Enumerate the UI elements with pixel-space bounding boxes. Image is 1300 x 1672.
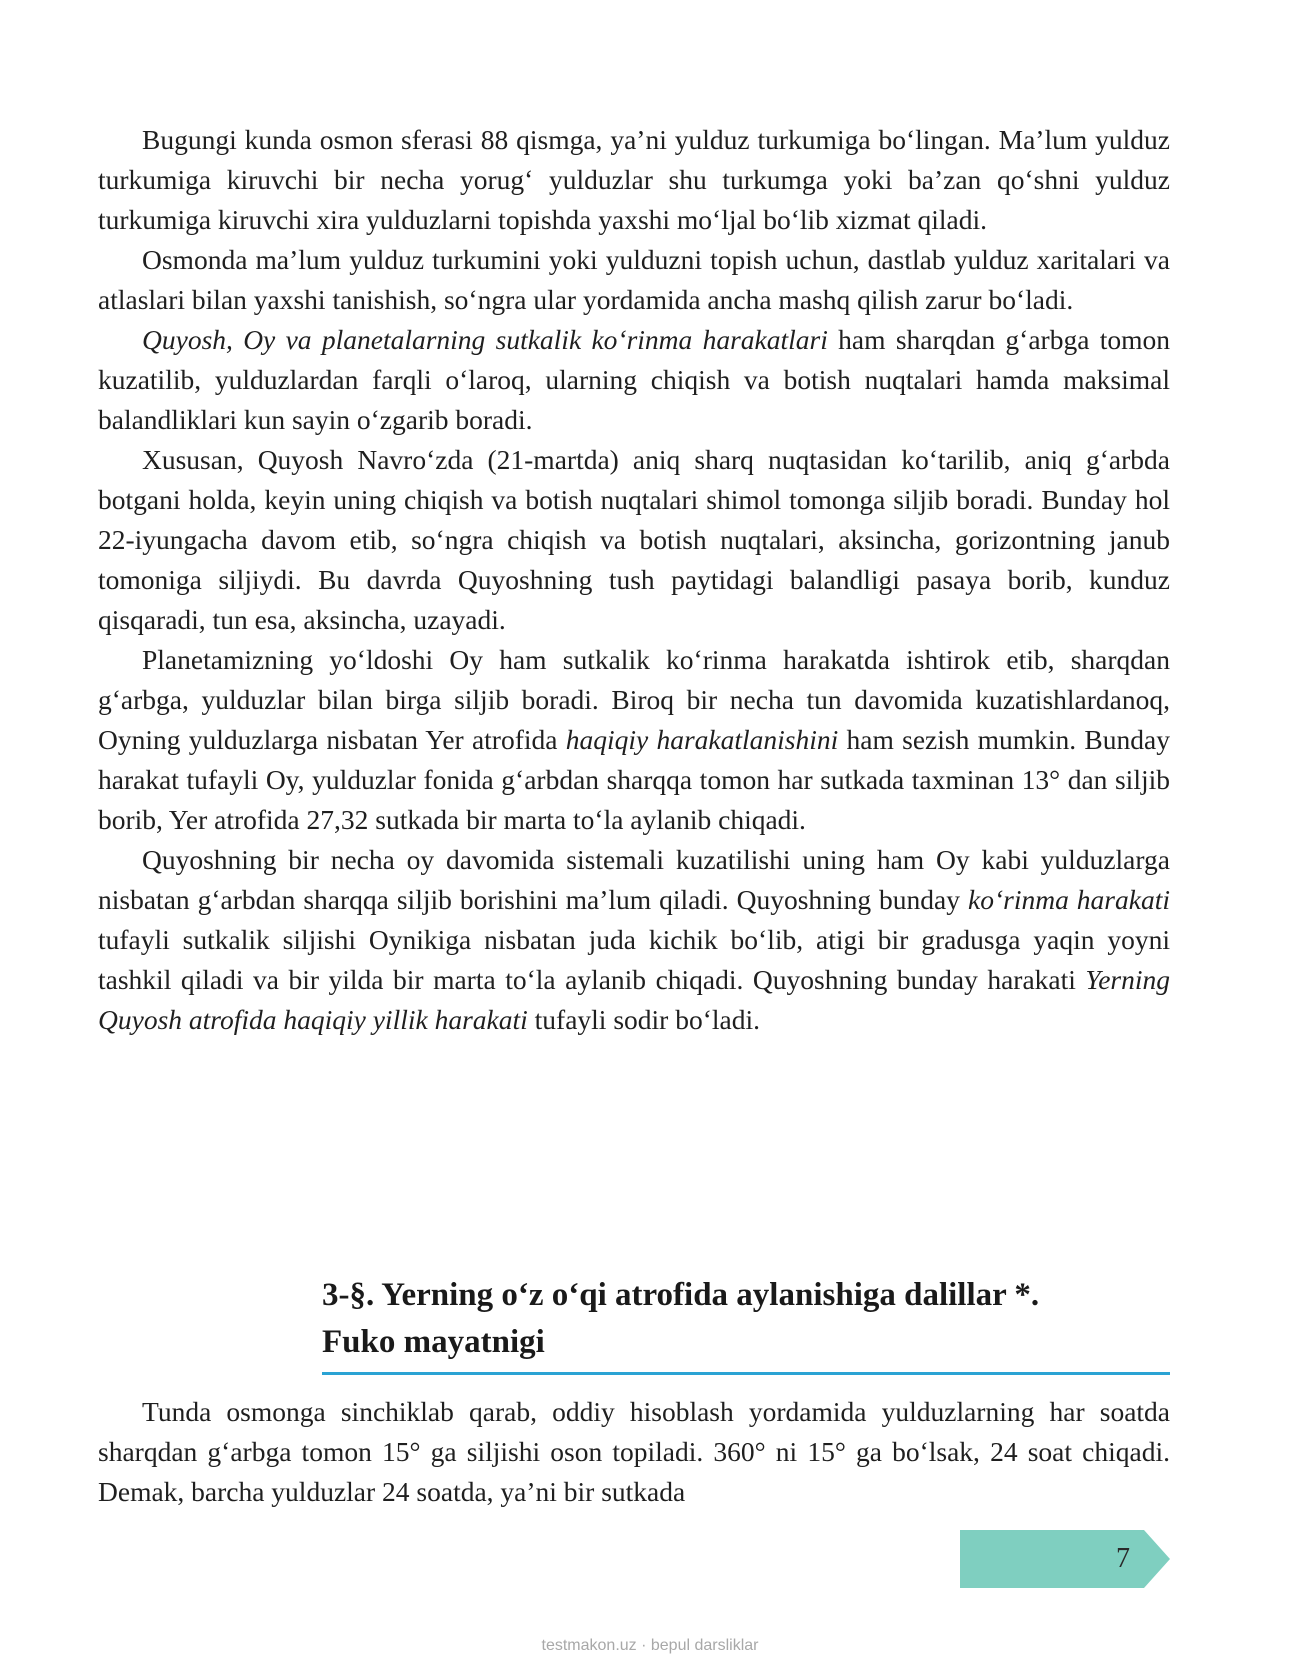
page-tab-shape: [960, 1530, 1170, 1588]
text-run: ham sezish mumkin. Bunday harakat tufayli Oy, yulduzlar fonida g‘arbdan sharqqa tomon har sutkada taxminan 13° dan siljib borib, Yer atrofida 27,32 sutkada bir marta to‘la aylanib chiqadi.: [98, 724, 1170, 835]
paragraph: [98, 840, 1170, 1040]
italic-text: ko‘rinma harakati: [968, 884, 1170, 915]
text-run: Planetamizning yo‘ldoshi Oy ham sutkalik ko‘rinma harakatda ishtirok etib, sharqdan g‘arbga, yulduzlar bilan birga siljib boradi. Biroq bir necha tun davomida kuzatishlardanoq, Oyning yulduzlarga nisbatan Yer atrofida: [98, 644, 1170, 755]
text-run: Quyoshning bir necha oy davomida sistemali kuzatilishi uning ham Oy kabi yulduzlarga nisbatan g‘arbdan sharqqa siljib borishini ma’lum qiladi. Quyoshning bunday: [98, 844, 1170, 915]
section-title: [322, 1272, 1170, 1366]
footer-watermark: testmakon.uz · bepul darsliklar: [541, 1637, 759, 1654]
italic-text: Yerning Quyosh atrofida haqiqiy yillik harakati: [98, 964, 1170, 1035]
paragraph: [98, 640, 1170, 840]
text-run: Osmonda ma’lum yulduz turkumini yoki yulduzni topish uchun, dastlab yulduz xaritalari va atlaslari bilan yaxshi tanishish, so‘ngra ular yordamida ancha mashq qilish zarur bo‘ladi.: [98, 244, 1170, 315]
text-run: Xususan, Quyosh Navro‘zda (21-martda) aniq sharq nuqtasidan ko‘tarilib, aniq g‘arbda botgani holda, keyin uning chiqish va botish nuqtalari shimol tomonga siljib boradi. Bunday hol 22-iyungacha davom etib, so‘ngra chiqish va botish nuqtalari, aksincha, gorizontning janub tomoniga siljiydi. Bu davrda Quyoshning tush paytidagi balandligi pasaya borib, kunduz qisqaradi, tun esa, aksincha, uzayadi.: [98, 444, 1170, 635]
page-number-tab: [960, 1530, 1170, 1588]
section-title-line-2: Fuko mayatnigi: [322, 1324, 545, 1360]
italic-text: Quyosh, Oy va planetalarning sutkalik ko‘rinma harakatlari: [142, 324, 828, 355]
page-number: 7: [1116, 1543, 1130, 1574]
paragraph: [98, 240, 1170, 320]
section-body-text: [98, 1392, 1170, 1512]
heading-underline: [322, 1372, 1170, 1375]
body-text: [98, 120, 1170, 1040]
text-run: tufayli sutkalik siljishi Oynikiga nisbatan juda kichik bo‘lib, atigi bir gradusga yaqin yoyni tashkil qiladi va bir yilda bir marta to‘la aylanib chiqadi. Quyoshning bunday harakati: [98, 924, 1170, 995]
section-title-line-1: 3-§. Yerning o‘z o‘qi atrofida aylanishiga dalillar *.: [322, 1277, 1040, 1313]
text-run: tufayli sodir bo‘ladi.: [527, 1004, 760, 1035]
section-paragraph: Tunda osmonga sinchiklab qarab, oddiy hisoblash yordamida yulduzlarning har soatda sharqdan g‘arbga tomon 15° ga siljishi oson topiladi. 360° ni 15° ga bo‘lsak, 24 soat chiqadi. Demak, barcha yulduzlar 24 soatda, ya’ni bir sutkada: [98, 1396, 1170, 1507]
paragraph: [98, 120, 1170, 240]
text-run: Bugungi kunda osmon sferasi 88 qismga, ya’ni yulduz turkumiga bo‘lingan. Ma’lum yulduz turkumiga kiruvchi bir necha yorug‘ yulduzlar shu turkumga yoki ba’zan qo‘shni yulduz turkumiga kiruvchi xira yulduzlarni topishda yaxshi mo‘ljal bo‘lib xizmat qiladi.: [98, 124, 1170, 235]
paragraph: [98, 440, 1170, 640]
italic-text: haqiqiy harakatlanishini: [565, 724, 839, 755]
text-run: ham sharqdan g‘arbga tomon kuzatilib, yulduzlardan farqli o‘laroq, ularning chiqish va botish nuqtalari hamda maksimal balandliklari kun sayin o‘zgarib boradi.: [98, 324, 1170, 435]
paragraph: [98, 320, 1170, 440]
section-heading: [322, 1272, 1170, 1375]
